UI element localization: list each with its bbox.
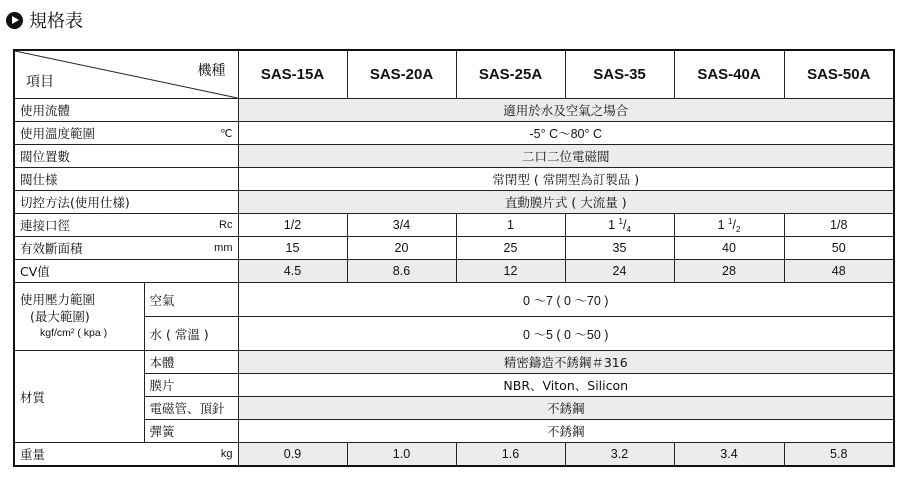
value-cell: 24 — [565, 260, 674, 283]
row-value: 精密鑄造不銹鋼＃316 — [238, 351, 894, 374]
row-label: CV值 — [14, 260, 238, 283]
value-cell: 3/4 — [347, 214, 456, 237]
section-title: 規格表 — [29, 11, 83, 32]
fraction-numerator: 1 — [728, 216, 733, 226]
value-cell: 3.2 — [565, 443, 674, 467]
row-label-cell — [14, 237, 238, 260]
model-header: SAS-50A — [784, 50, 894, 99]
model-header: SAS-25A — [456, 50, 565, 99]
row-pressure-air — [14, 283, 894, 317]
unit-label: Rc — [219, 219, 233, 231]
value-cell: 1.6 — [456, 443, 565, 467]
row-value: -5° C～80° C — [238, 122, 894, 145]
row-value: 0 ～5 ( 0 ～50 ) — [238, 317, 894, 351]
play-circle-icon — [6, 12, 23, 29]
pressure-label: 使用壓力範圍 — [20, 292, 96, 307]
sub-label: 空氣 — [144, 283, 238, 317]
unit-label: kg — [220, 448, 233, 460]
row-weight — [14, 443, 894, 467]
sub-label: 水 ( 常溫 ) — [144, 317, 238, 351]
row-value: 常閉型 ( 常開型為訂製品 ) — [238, 168, 894, 191]
value-cell: 1 — [456, 214, 565, 237]
model-column-label: 機種 — [197, 63, 226, 79]
row-material-body — [14, 351, 894, 374]
row-label: 使用溫度範圍 — [20, 126, 96, 141]
row-material-diaphragm — [14, 374, 894, 397]
value-cell: 20 — [347, 237, 456, 260]
model-header: SAS-40A — [674, 50, 784, 99]
fraction-denominator: 2 — [735, 224, 741, 234]
row-label: 閥仕様 — [14, 168, 238, 191]
value-cell: 1.0 — [347, 443, 456, 467]
row-value: 二口二位電磁閥 — [238, 145, 894, 168]
value-cell: 1/2 — [238, 214, 347, 237]
item-column-label: 項目 — [26, 74, 54, 90]
value-cell: 0.9 — [238, 443, 347, 467]
pressure-label-cell — [14, 283, 144, 351]
row-switching — [14, 191, 894, 214]
row-label: 切控方法(使用仕樣) — [14, 191, 238, 214]
fraction-whole: 1 — [608, 217, 616, 232]
header-corner-cell — [14, 50, 238, 99]
spec-table — [13, 49, 895, 467]
row-material-spring — [14, 420, 894, 443]
fraction-whole: 1 — [717, 217, 725, 232]
row-valve-position — [14, 145, 894, 168]
value-cell: 1/8 — [784, 214, 894, 237]
sub-label: 彈簧 — [144, 420, 238, 443]
row-area — [14, 237, 894, 260]
row-temperature — [14, 122, 894, 145]
pressure-unit: kgf/cm² ( kpa ) — [40, 327, 108, 339]
sub-label: 電磁管、頂針 — [144, 397, 238, 420]
row-label-cell — [14, 443, 238, 467]
pressure-sublabel: (最大範圍) — [30, 309, 90, 324]
value-cell: 12 — [456, 260, 565, 283]
row-label-cell — [14, 214, 238, 237]
value-cell: 1 $^1/_4$ — [565, 214, 674, 237]
row-label-cell — [14, 122, 238, 145]
row-label: 連接口徑 — [20, 218, 71, 233]
unit-label: ℃ — [220, 127, 233, 140]
fraction-numerator: 1 — [618, 216, 623, 226]
row-port — [14, 214, 894, 237]
value-cell: 3.4 — [674, 443, 784, 467]
row-fluid — [14, 99, 894, 122]
row-value: 0 ～7 ( 0 ～70 ) — [238, 283, 894, 317]
value-cell: 48 — [784, 260, 894, 283]
row-cv — [14, 260, 894, 283]
row-label: 使用流體 — [14, 99, 238, 122]
model-header: SAS-20A — [347, 50, 456, 99]
unit-label: mm — [214, 242, 233, 254]
row-label: 閥位置數 — [14, 145, 238, 168]
value-cell: 50 — [784, 237, 894, 260]
value-cell: 15 — [238, 237, 347, 260]
row-value: 不銹鋼 — [238, 420, 894, 443]
model-header: SAS-15A — [238, 50, 347, 99]
row-value: 直動膜片式 ( 大流量 ) — [238, 191, 894, 214]
row-value: 不銹鋼 — [238, 397, 894, 420]
value-cell: 35 — [565, 237, 674, 260]
value-cell: 25 — [456, 237, 565, 260]
header-row — [14, 50, 894, 99]
row-value: NBR、Viton、Silicon — [238, 374, 894, 397]
row-pressure-water — [14, 317, 894, 351]
row-label: 重量 — [20, 447, 46, 462]
row-label: 材質 — [14, 351, 144, 443]
value-cell: 5.8 — [784, 443, 894, 467]
model-header: SAS-35 — [565, 50, 674, 99]
value-cell: 4.5 — [238, 260, 347, 283]
row-value: 適用於水及空氣之場合 — [238, 99, 894, 122]
value-cell: 1 $^1/_2$ — [674, 214, 784, 237]
value-cell: 28 — [674, 260, 784, 283]
value-cell: 40 — [674, 237, 784, 260]
row-valve-spec — [14, 168, 894, 191]
sub-label: 膜片 — [144, 374, 238, 397]
section-header — [6, 8, 83, 32]
value-cell: 8.6 — [347, 260, 456, 283]
fraction-denominator: 4 — [626, 224, 631, 234]
row-material-coil — [14, 397, 894, 420]
sub-label: 本體 — [144, 351, 238, 374]
row-label: 有效斷面積 — [20, 241, 83, 256]
